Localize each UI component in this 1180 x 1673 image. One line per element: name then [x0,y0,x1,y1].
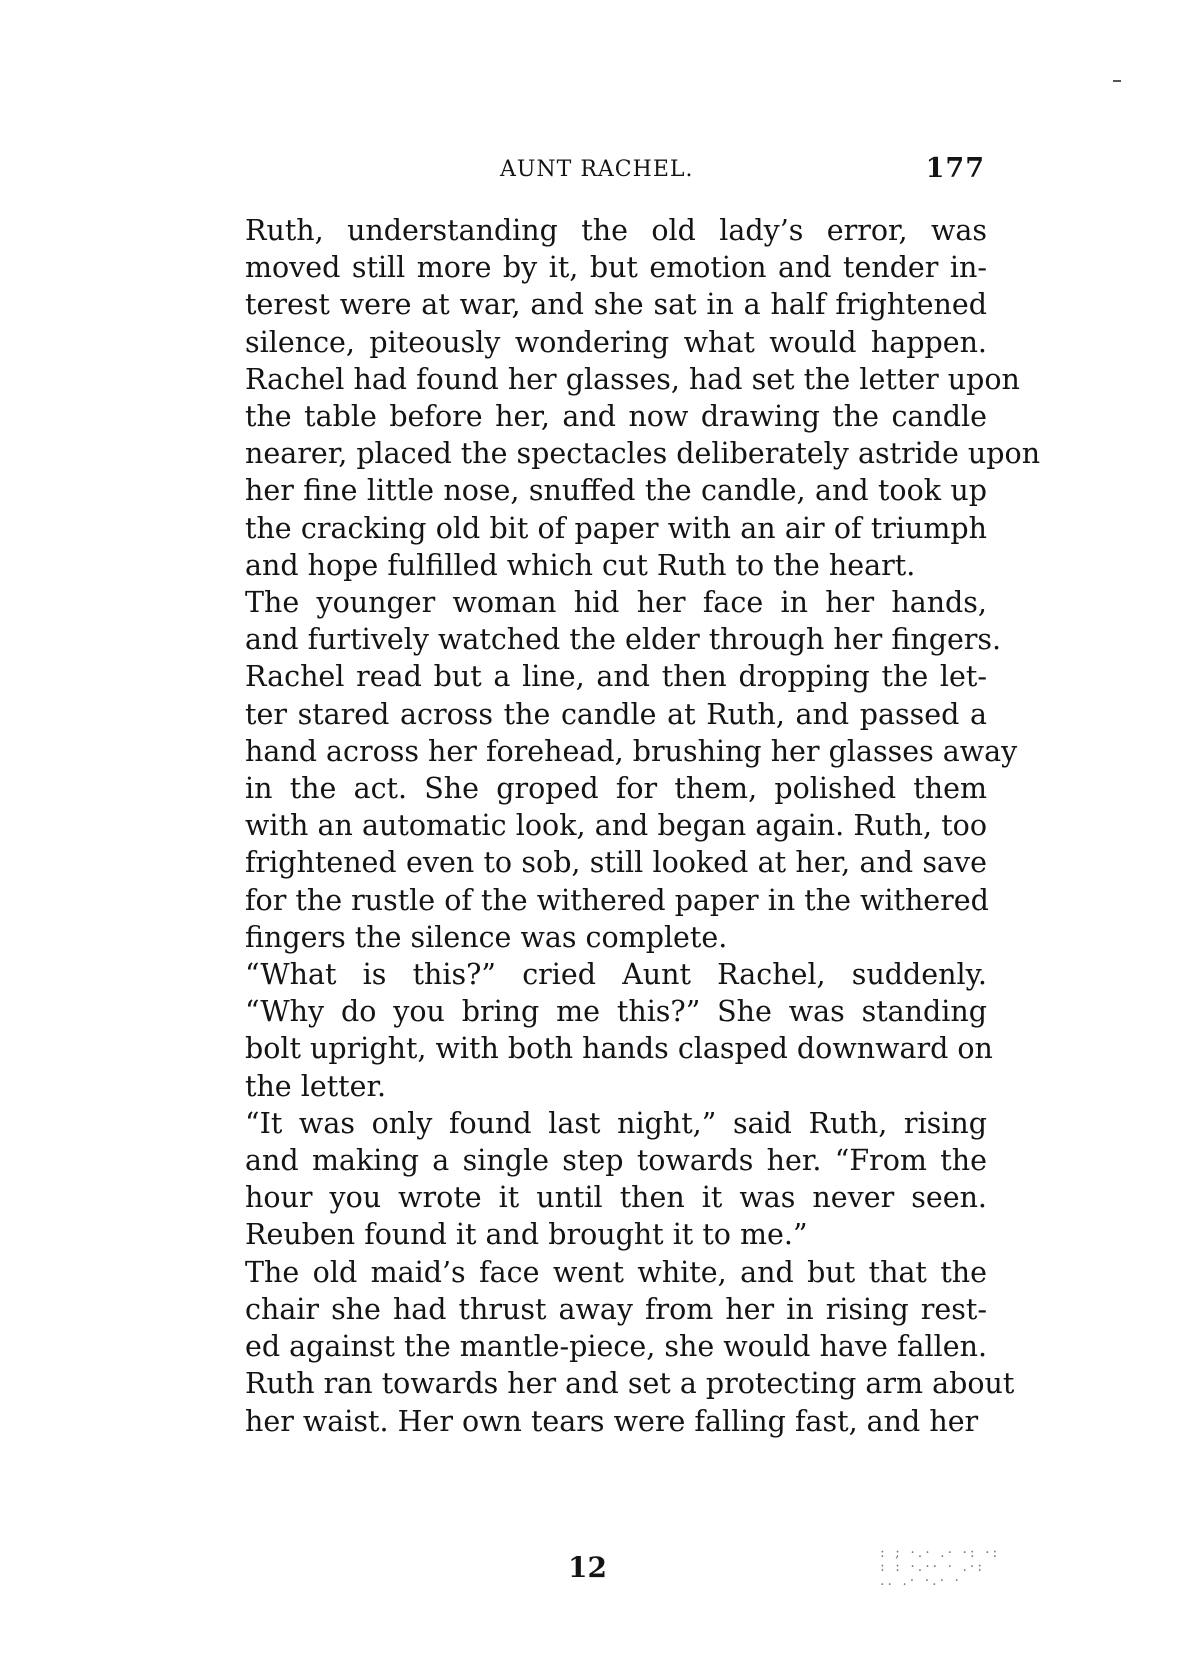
ink-bleed-through: : ; ·.· .· ·: ·: : : ·.·· · .·: .. .· ·.· · [880,1545,1001,1589]
text-line: Reuben found it and brought it to me.” [245,1218,808,1252]
text-line: hand across her forehead, brushing her glasses away [245,734,1018,768]
text-line: silence, piteously wondering what would happen. [245,325,987,359]
text-line: The old maid’s face went white, and but that the [245,1255,987,1289]
text-line: fingers the silence was complete. [245,920,728,954]
text-line: hour you wrote it until then it was never seen. [245,1181,987,1215]
paragraph [215,212,1041,584]
text-line: and furtively watched the elder through her fingers. [245,623,1002,657]
paragraph [215,1254,1015,1440]
paragraph [215,584,1002,658]
text-line: her fine little nose, snuffed the candle, and took up [245,474,987,508]
body-text [215,212,1041,1440]
paragraph [215,956,993,1105]
text-line: frightened even to sob, still looked at her, and save [245,846,987,880]
text-line: Rachel read but a line, and then dropping the let- [245,660,987,694]
text-line: moved still more by it, but emotion and tender in- [245,251,987,285]
text-line: chair she had thrust away from her in rising rest- [245,1292,987,1326]
text-line: terest were at war, and she sat in a half frightened [245,288,987,322]
text-line: nearer, placed the spectacles deliberately astride upon [245,437,1041,471]
text-line: her waist. Her own tears were falling fast, and her [245,1404,979,1438]
text-line: and hope fulfilled which cut Ruth to the heart. [245,548,916,582]
text-line: and making a single step towards her. “From the [245,1144,987,1178]
text-line: the cracking old bit of paper with an air of triumph [245,511,987,545]
paragraph [215,1105,987,1254]
text-line: Rachel had found her glasses, had set the letter upon [245,362,1020,396]
page-number: 177 [925,153,985,184]
running-title: AUNT RACHEL. [500,157,694,182]
text-line: ter stared across the candle at Ruth, and passed a [245,697,987,731]
text-line: The younger woman hid her face in her hands, [245,586,987,620]
running-head [215,153,985,193]
paragraph [215,658,1018,956]
text-line: in the act. She groped for them, polished them [245,772,987,806]
text-line: with an automatic look, and began again. Ruth, too [245,809,987,843]
text-line: bolt upright, with both hands clasped downward on [245,1032,993,1066]
text-line: “Why do you bring me this?” She was standing [245,995,987,1029]
text-line: “What is this?” cried Aunt Rachel, suddenly. [245,958,987,992]
text-line: for the rustle of the withered paper in the withered [245,883,989,917]
signature-mark: 12 [568,1551,607,1584]
margin-mark [1113,80,1121,82]
text-line: ed against the mantle-piece, she would have fallen. [245,1330,988,1364]
text-line: Ruth ran towards her and set a protecting arm about [245,1367,1015,1401]
text-line: the letter. [245,1069,387,1103]
text-line: Ruth, understanding the old lady’s error, was [245,214,987,247]
text-line: the table before her, and now drawing the candle [245,400,987,434]
text-line: “It was only found last night,” said Ruth, rising [245,1106,987,1140]
